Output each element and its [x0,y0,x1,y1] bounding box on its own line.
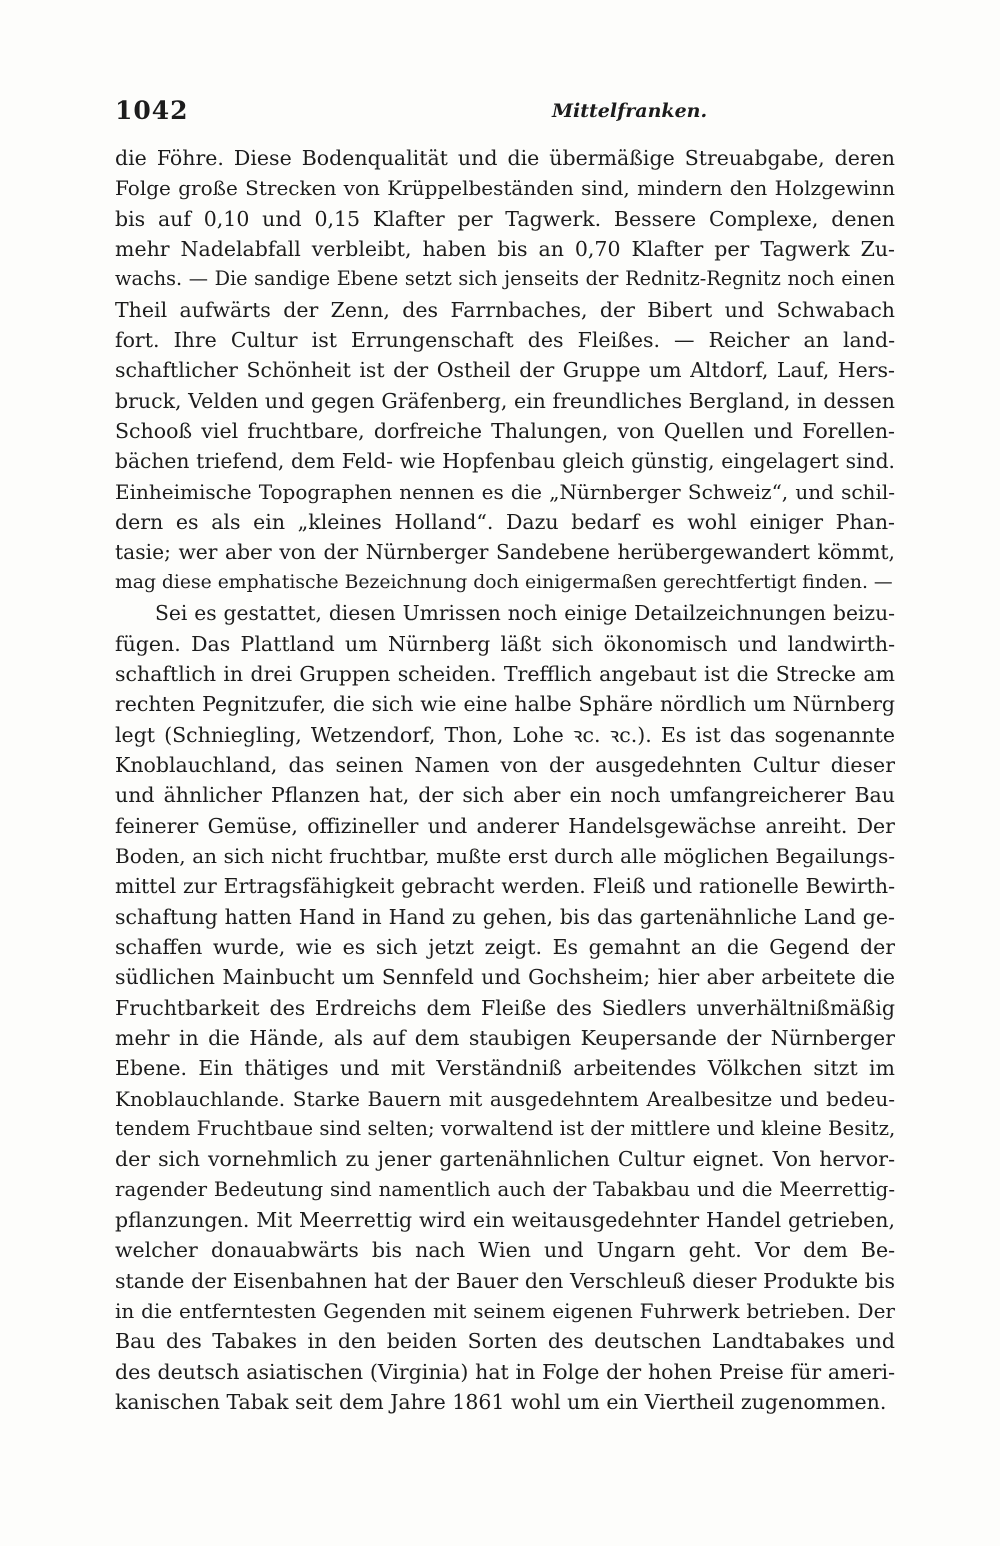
text-line: fort. Ihre Cultur ist Errungenschaft des Fleißes. — Reicher an land- [115,328,895,353]
text-line: fügen. Das Plattland um Nürnberg läßt sich ökonomisch und landwirth- [115,631,895,656]
text-line: tendem Fruchtbaue sind selten; vorwaltend ist der mittlere und kleine Besitz, [115,1117,895,1140]
text-line: Fruchtbarkeit des Erdreichs dem Fleiße des Siedlers unverhältnißmäßig [115,995,895,1020]
text-line: bis auf 0,10 und 0,15 Klafter per Tagwerk. Bessere Complexe, denen [115,206,895,231]
text-line: Knoblauchlande. Starke Bauern mit ausgedehntem Arealbesitze und bedeu- [115,1086,895,1111]
text-line: mehr in die Hände, als auf dem staubigen Keupersande der Nürnberger [115,1025,895,1050]
text-line: schaffen wurde, wie es sich jetzt zeigt. Es gemahnt an die Gegend der [115,934,895,959]
text-line: Theil aufwärts der Zenn, des Farrnbaches, der Bibert und Schwabach [115,297,895,322]
text-line: mittel zur Ertragsfähigkeit gebracht werden. Fleiß und rationelle Bewirth- [115,874,895,899]
text-line: wachs. — Die sandige Ebene setzt sich jenseits der Rednitz-Regnitz noch einen [115,267,895,291]
body-text [115,143,895,1417]
text-line: der sich vornehmlich zu jener gartenähnlichen Cultur eignet. Von hervor- [115,1147,895,1172]
text-line: kanischen Tabak seit dem Jahre 1861 wohl um ein Viertheil zugenommen. [115,1390,887,1415]
text-line: die Föhre. Diese Bodenqualität und die übermäßige Streuabgabe, deren [115,146,895,170]
text-line: Knoblauchland, das seinen Namen von der ausgedehnten Cultur dieser [115,752,895,777]
text-line: mag diese emphatische Bezeichnung doch einigermaßen gerechtfertigt finden. — [115,571,893,593]
text-line: bruck, Velden und gegen Gräfenberg, ein freundliches Bergland, in dessen [115,388,895,413]
text-line: stande der Eisenbahnen hat der Bauer den Verschleuß dieser Produkte bis [115,1268,895,1293]
text-line: rechten Pegnitzufer, die sich wie eine halbe Sphäre nördlich um Nürnberg [115,692,895,717]
text-line: ragender Bedeutung sind namentlich auch der Tabakbau und die Meerrettig- [115,1177,895,1201]
text-line: mehr Nadelabfall verbleibt, haben bis an 0,70 Klafter per Tagwerk Zu- [115,237,895,262]
text-line: dern es als ein „kleines Holland“. Dazu bedarf es wohl einiger Phan- [115,510,895,535]
text-line: Einheimische Topographen nennen es die „Nürnberger Schweiz“, und schil- [115,479,895,504]
page-header [115,96,895,130]
text-line: schaftlicher Schönheit ist der Ostheil der Gruppe um Altdorf, Lauf, Hers- [115,358,895,383]
text-line: schaftung hatten Hand in Hand zu gehen, bis das gartenähnliche Land ge- [115,904,895,929]
text-line: Ebene. Ein thätiges und mit Verständniß arbeitendes Völkchen sitzt im [115,1056,895,1081]
text-line: des deutsch asiatischen (Virginia) hat in Folge der hohen Preise für ameri- [115,1359,895,1384]
text-line: Schooß viel fruchtbare, dorfreiche Thalungen, von Quellen und Forellen- [115,419,895,444]
text-line: südlichen Mainbucht um Sennfeld und Gochsheim; hier aber arbeitete die [115,965,895,990]
text-line: schaftlich in drei Gruppen scheiden. Trefflich angebaut ist die Strecke am [115,661,895,686]
text-line: in die entferntesten Gegenden mit seinem eigenen Fuhrwerk betrieben. Der [115,1299,895,1324]
page-number: 1042 [115,96,189,125]
text-line: welcher donauabwärts bis nach Wien und Ungarn geht. Vor dem Be- [115,1238,895,1263]
text-line: und ähnlicher Pflanzen hat, der sich aber ein noch umfangreicherer Bau [115,783,895,808]
paragraph-start-line: Sei es gestattet, diesen Umrissen noch einige Detailzeichnungen beizu- [155,601,895,626]
text-line: pflanzungen. Mit Meerrettig wird ein weitausgedehnter Handel getrieben, [115,1208,895,1233]
text-line: bächen triefend, dem Feld- wie Hopfenbau gleich günstig, eingelagert sind. [115,449,895,474]
text-line: legt (Schniegling, Wetzendorf, Thon, Lohe ꝛc. ꝛc.). Es ist das sogenannte [115,722,895,747]
text-line: Bau des Tabakes in den beiden Sorten des deutschen Landtabakes und [115,1329,895,1354]
running-head: Mittelfranken. [552,100,708,122]
text-line: feinerer Gemüse, offizineller und anderer Handelsgewächse anreiht. Der [115,813,895,838]
text-line: Folge große Strecken von Krüppelbeständen sind, mindern den Holzgewinn [115,176,895,201]
text-line: Boden, an sich nicht fruchtbar, mußte erst durch alle möglichen Begailungs- [115,843,895,868]
text-line: tasie; wer aber von der Nürnberger Sandebene herübergewandert kömmt, [115,540,895,565]
